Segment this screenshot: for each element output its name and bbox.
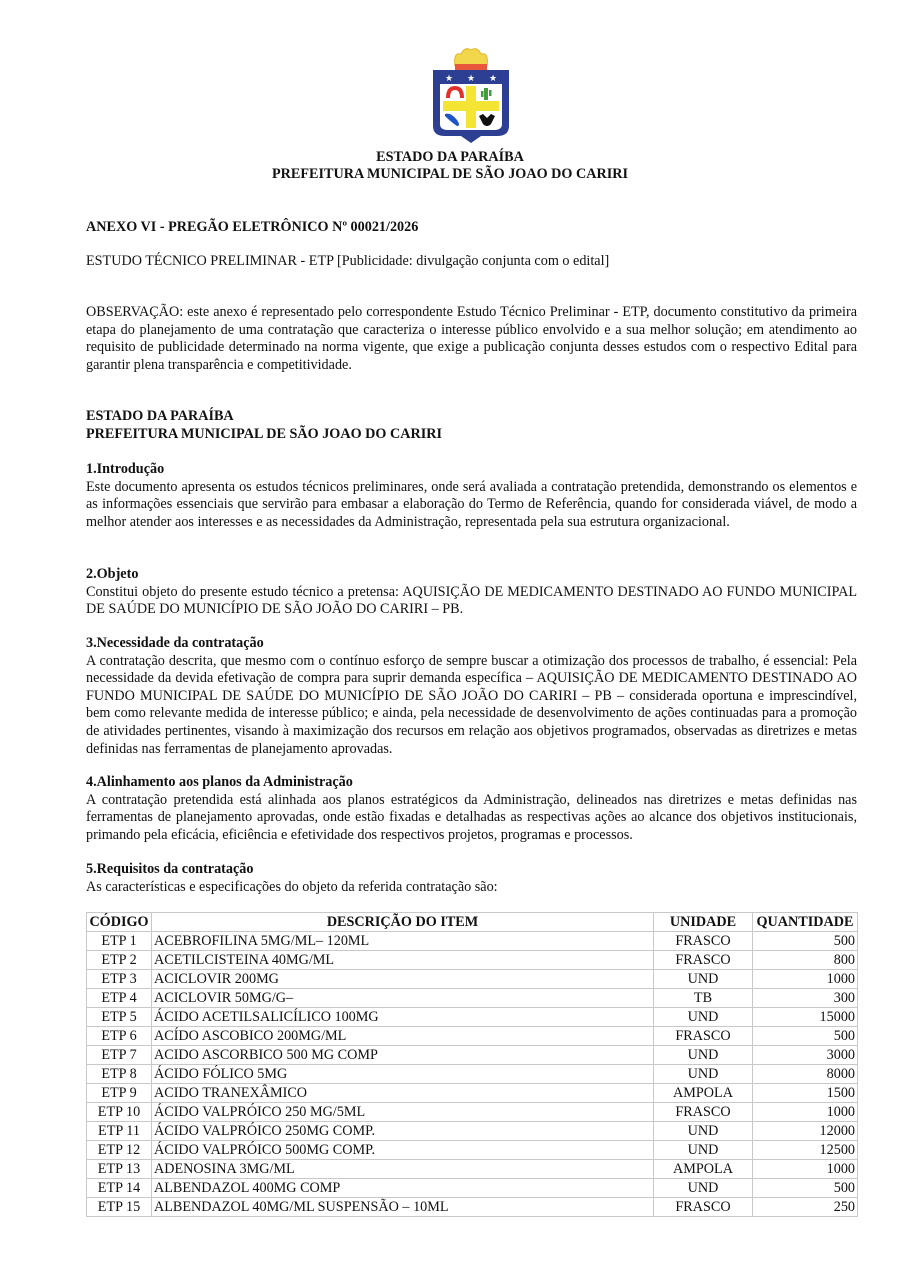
table-row: [87, 1179, 858, 1198]
svg-text:★: ★: [489, 74, 498, 84]
item-unit: UND: [654, 1122, 753, 1141]
table-row: [87, 1027, 858, 1046]
second-header-municipality: PREFEITURA MUNICIPAL DE SÃO JOAO DO CARIRI: [86, 426, 443, 442]
item-code: ETP 3: [87, 970, 152, 989]
section-title: 4.Alinhamento aos planos da Administração: [86, 774, 353, 790]
item-unit: FRASCO: [654, 1103, 753, 1122]
item-quantity: 8000: [753, 1065, 858, 1084]
item-quantity: 12500: [753, 1141, 858, 1160]
item-unit: UND: [654, 1141, 753, 1160]
table-row: [87, 970, 858, 989]
section-body: Constitui objeto do presente estudo técnico a pretensa: AQUISIÇÃO DE MEDICAMENTO DESTINADO AO FUNDO MUNICIPAL DE SAÚDE DO MUNICÍPIO DE SÃO JOÃO DO CARIRI – PB.: [86, 583, 857, 618]
item-description: ALBENDAZOL 40MG/ML SUSPENSÃO – 10ML: [152, 1198, 654, 1217]
table-row: [87, 989, 858, 1008]
item-unit: TB: [654, 989, 753, 1008]
item-unit: FRASCO: [654, 932, 753, 951]
items-table: [86, 912, 858, 1217]
item-code: ETP 1: [87, 932, 152, 951]
header-municipality: PREFEITURA MUNICIPAL DE SÃO JOAO DO CARIRI: [271, 166, 629, 182]
annex-title: ANEXO VI - PREGÃO ELETRÔNICO Nº 00021/2026: [86, 219, 419, 235]
section-alinhamento: [86, 774, 857, 844]
item-unit: UND: [654, 1065, 753, 1084]
item-description: ÁCIDO FÓLICO 5MG: [152, 1065, 654, 1084]
item-unit: UND: [654, 1179, 753, 1198]
item-code: ETP 10: [87, 1103, 152, 1122]
table-row: [87, 1160, 858, 1179]
item-description: ACIDO TRANEXÂMICO: [152, 1084, 654, 1103]
item-code: ETP 11: [87, 1122, 152, 1141]
item-quantity: 12000: [753, 1122, 858, 1141]
item-description: ACEBROFILINA 5MG/ML– 120ML: [152, 932, 654, 951]
study-subtitle: ESTUDO TÉCNICO PRELIMINAR - ETP [Publicidade: divulgação conjunta com o edital]: [86, 253, 610, 269]
item-code: ETP 7: [87, 1046, 152, 1065]
item-unit: FRASCO: [654, 1198, 753, 1217]
item-quantity: 15000: [753, 1008, 858, 1027]
table-header-row: [87, 913, 858, 932]
table-row: [87, 932, 858, 951]
item-quantity: 1000: [753, 1160, 858, 1179]
item-description: ADENOSINA 3MG/ML: [152, 1160, 654, 1179]
section-body: As características e especificações do objeto da referida contratação são:: [86, 878, 498, 895]
item-description: ÁCIDO VALPRÓICO 250 MG/5ML: [152, 1103, 654, 1122]
section-requisitos: [86, 861, 857, 896]
section-introducao: [86, 461, 857, 531]
second-header-state: ESTADO DA PARAÍBA: [86, 408, 234, 424]
item-description: ACICLOVIR 50MG/G–: [152, 989, 654, 1008]
svg-text:★: ★: [467, 74, 476, 84]
table-row: [87, 1103, 858, 1122]
item-quantity: 500: [753, 1027, 858, 1046]
item-code: ETP 13: [87, 1160, 152, 1179]
table-row: [87, 951, 858, 970]
item-code: ETP 6: [87, 1027, 152, 1046]
item-code: ETP 8: [87, 1065, 152, 1084]
item-code: ETP 15: [87, 1198, 152, 1217]
table-row: [87, 1141, 858, 1160]
section-necessidade: [86, 635, 857, 758]
item-quantity: 250: [753, 1198, 858, 1217]
table-row: [87, 1084, 858, 1103]
table-row: [87, 1198, 858, 1217]
item-code: ETP 14: [87, 1179, 152, 1198]
item-quantity: 1000: [753, 1103, 858, 1122]
item-description: ÁCIDO ACETILSALICÍLICO 100MG: [152, 1008, 654, 1027]
item-description: ACICLOVIR 200MG: [152, 970, 654, 989]
item-code: ETP 5: [87, 1008, 152, 1027]
section-body: Este documento apresenta os estudos técnicos preliminares, onde será avaliada a contratação pretendida, demonstrando os elementos e as informações essenciais que servirão para embasar a elaboração do Termo de Referência, quando for considerada viável, de modo a melhor atender aos interesses e as necessidades da Administração, representada pela sua estrutura organizacional.: [86, 478, 857, 530]
table-row: [87, 1122, 858, 1141]
item-unit: UND: [654, 1046, 753, 1065]
item-description: ÁCIDO VALPRÓICO 500MG COMP.: [152, 1141, 654, 1160]
item-description: ACETILCISTEINA 40MG/ML: [152, 951, 654, 970]
item-unit: FRASCO: [654, 1027, 753, 1046]
item-description: ACIDO ASCORBICO 500 MG COMP: [152, 1046, 654, 1065]
section-body: A contratação descrita, que mesmo com o contínuo esforço de sempre buscar a otimização dos processos de trabalho, é essencial: Pela necessidade da devida efetivação de compra para suprir demanda específica – AQUISIÇÃO DE MEDICAMENTO DESTINADO AO FUNDO MUNICIPAL DE SAÚDE DO MUNICÍPIO DE SÃO JOÃO DO CARIRI – PB – considerada oportuna e imprescindível, bem como relevante medida de interesse público; e ainda, pela necessidade de desenvolvimento de ações continuadas para a promoção de atividades pertinentes, visando à maximização dos recursos em relação aos objetivos programados, observadas as diretrizes e metas definidas nas ferramentas de planejamento aprovadas.: [86, 652, 857, 757]
item-description: ALBENDAZOL 400MG COMP: [152, 1179, 654, 1198]
observation-paragraph: OBSERVAÇÃO: este anexo é representado pelo correspondente Estudo Técnico Preliminar - ETP, documento constitutivo da primeira etapa do planejamento de uma contratação que caracteriza o interesse público envolvido e a sua melhor solução; em atendimento ao requisito de publicidade determinado na norma vigente, que exige a publicação conjunta desses estudos com o respectivo Edital para garantir plena transparência e competitividade.: [86, 304, 857, 373]
item-quantity: 300: [753, 989, 858, 1008]
item-unit: AMPOLA: [654, 1084, 753, 1103]
header-state: ESTADO DA PARAÍBA: [376, 149, 524, 165]
item-description: ACÍDO ASCOBICO 200MG/ML: [152, 1027, 654, 1046]
item-code: ETP 2: [87, 951, 152, 970]
svg-text:★: ★: [445, 74, 454, 84]
item-code: ETP 9: [87, 1084, 152, 1103]
item-unit: UND: [654, 970, 753, 989]
item-description: ÁCIDO VALPRÓICO 250MG COMP.: [152, 1122, 654, 1141]
item-quantity: 800: [753, 951, 858, 970]
header-unidade: UNIDADE: [654, 913, 753, 932]
item-quantity: 1000: [753, 970, 858, 989]
item-unit: UND: [654, 1008, 753, 1027]
item-unit: AMPOLA: [654, 1160, 753, 1179]
item-quantity: 1500: [753, 1084, 858, 1103]
item-quantity: 500: [753, 932, 858, 951]
item-code: ETP 4: [87, 989, 152, 1008]
coat-of-arms-icon: [431, 44, 511, 144]
item-quantity: 500: [753, 1179, 858, 1198]
item-code: ETP 12: [87, 1141, 152, 1160]
item-unit: FRASCO: [654, 951, 753, 970]
section-title: 5.Requisitos da contratação: [86, 861, 254, 877]
header-quantidade: QUANTIDADE: [753, 913, 858, 932]
table-row: [87, 1046, 858, 1065]
table-row: [87, 1008, 858, 1027]
header-codigo: CÓDIGO: [87, 913, 152, 932]
section-title: 3.Necessidade da contratação: [86, 635, 264, 651]
table-row: [87, 1065, 858, 1084]
section-title: 2.Objeto: [86, 566, 139, 582]
section-title: 1.Introdução: [86, 461, 165, 477]
section-body: A contratação pretendida está alinhada aos planos estratégicos da Administração, delineados nas diretrizes e metas definidas nas ferramentas de planejamento aprovadas, onde estão fixadas e detalhadas as respectivas ações ao alcance dos objetivos institucionais, primando pela eficácia, eficiência e efetividade dos respectivos projetos, programas e processos.: [86, 791, 857, 843]
section-objeto: [86, 566, 857, 619]
item-quantity: 3000: [753, 1046, 858, 1065]
header-descricao: DESCRIÇÃO DO ITEM: [152, 913, 654, 932]
